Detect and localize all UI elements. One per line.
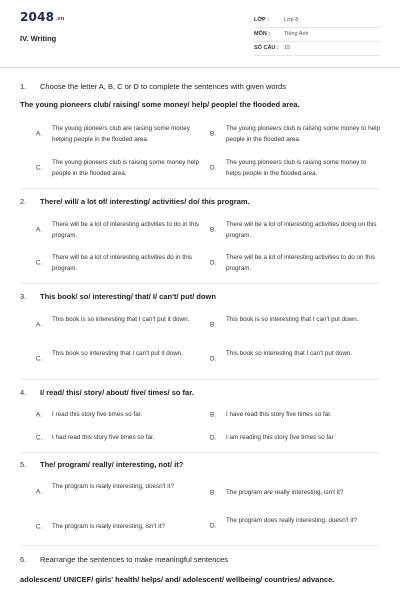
- divider: [20, 379, 380, 380]
- divider: [20, 545, 380, 546]
- meta-key: MÔN :: [254, 31, 271, 37]
- question-number: 2.: [20, 197, 27, 206]
- option-b[interactable]: [210, 487, 390, 498]
- option-text: There will be a lot of interesting activities doing on this program.: [226, 221, 377, 239]
- option-text: This book so interesting that I can't put it down.: [52, 350, 184, 357]
- option-a[interactable]: [36, 314, 216, 336]
- option-letter: C.: [36, 355, 43, 363]
- meta-row-count: [254, 42, 380, 56]
- question-number: 3.: [20, 292, 27, 301]
- meta-value: 15: [284, 45, 291, 51]
- option-text: The young pioneers club is raising some money to helps people in the flooded area.: [226, 159, 367, 177]
- option-text: I had read this story five times so far.: [52, 434, 155, 441]
- option-d[interactable]: [210, 432, 390, 443]
- option-letter: A.: [36, 411, 42, 418]
- question-1-prompt: The young pioneers club/ raising/ some money/ help/ people/ the flooded area.: [20, 100, 300, 109]
- option-letter: C.: [36, 523, 43, 530]
- option-text: This book so interesting that I can't put down.: [226, 350, 353, 357]
- option-d[interactable]: [210, 515, 390, 537]
- question-instruction: Choose the letter A, B, C or D to complete the sentences with given words: [40, 82, 286, 91]
- meta-value: Lớp 8: [284, 17, 299, 23]
- option-letter: B.: [210, 489, 216, 496]
- question-prompt: The/ program/ really/ interesting, not/ it?: [40, 460, 184, 469]
- question-number: 5.: [20, 460, 27, 469]
- question-number: 1.: [20, 82, 27, 91]
- option-c[interactable]: [36, 348, 216, 370]
- option-text: The program are really interesting, isn't it?: [226, 489, 344, 496]
- option-a[interactable]: [36, 219, 216, 241]
- question-prompt: I/ read/ this/ story/ about/ five/ times/ so far.: [40, 388, 194, 397]
- option-letter: B.: [210, 226, 216, 234]
- site-logo[interactable]: [20, 10, 65, 24]
- option-d[interactable]: [210, 157, 390, 179]
- option-letter: D.: [210, 259, 217, 267]
- option-text: The program is really interesting, isn't it?: [52, 523, 165, 530]
- option-b[interactable]: [210, 314, 390, 336]
- meta-value: Tiếng Anh: [284, 31, 309, 37]
- option-letter: C.: [36, 164, 43, 172]
- option-b[interactable]: [210, 219, 390, 241]
- divider: [20, 452, 380, 453]
- question-prompt: There/ will/ a lot of/ interesting/ activities/ do/ this program.: [40, 197, 250, 206]
- option-letter: D.: [210, 355, 217, 363]
- option-text: The program does really interesting, doesn't it?: [226, 517, 358, 524]
- option-text: I have read this story five times so far.: [226, 411, 332, 418]
- worksheet-header: [0, 0, 400, 68]
- option-d[interactable]: [210, 348, 390, 370]
- option-a[interactable]: [36, 123, 216, 145]
- option-a[interactable]: [36, 481, 216, 503]
- section-title: IV. Writing: [20, 34, 57, 43]
- option-letter: A.: [36, 321, 42, 329]
- option-text: There will be a lot of interesting activities to do in this program.: [52, 221, 199, 239]
- option-letter: B.: [210, 321, 216, 329]
- option-letter: D.: [210, 522, 217, 530]
- question-6-prompt: adolescent/ UNICEF/ girls' health/ helps/ and/ adolescent/ wellbeing/ countries/ advance.: [20, 575, 335, 584]
- option-letter: C.: [36, 434, 43, 441]
- logo-text: 2048: [20, 10, 55, 24]
- option-c[interactable]: [36, 432, 216, 443]
- option-d[interactable]: [210, 252, 390, 274]
- option-text: The program is really interesting, doesn't it?: [52, 483, 174, 490]
- meta-row-class: [254, 14, 380, 28]
- option-letter: D.: [210, 164, 217, 172]
- option-c[interactable]: [36, 157, 216, 179]
- option-text: There will be a lot of interesting activities do in this program.: [52, 254, 192, 272]
- meta-row-subject: [254, 28, 380, 42]
- option-text: The young pioneers club is raising some money help people in the flooded area.: [52, 159, 200, 177]
- option-c[interactable]: [36, 521, 216, 532]
- question-prompt: This book/ so/ interesting/ that/ I/ can't/ put/ down: [40, 292, 216, 301]
- option-b[interactable]: [210, 123, 390, 145]
- option-text: The young pioneers club are raising some money helping people in the flooded area.: [52, 125, 190, 143]
- option-letter: C.: [36, 259, 43, 267]
- option-text: This book is so interesting that I can't put it down.: [52, 316, 190, 323]
- option-text: I read this story five times so far.: [52, 411, 143, 418]
- meta-key: LỚP :: [254, 17, 269, 23]
- option-text: This book is so interesting that I can't put down.: [226, 316, 359, 323]
- question-number: 4.: [20, 388, 27, 397]
- divider: [20, 283, 380, 284]
- option-letter: A.: [36, 488, 42, 496]
- question-instruction: Rearrange the sentences to make meaningful sentences: [40, 555, 229, 564]
- option-letter: D.: [210, 434, 217, 441]
- divider: [20, 188, 380, 189]
- logo-tld: .vn: [55, 16, 65, 22]
- option-letter: B.: [210, 411, 216, 418]
- question-number: 6.: [20, 555, 27, 564]
- meta-key: SỐ CÂU :: [254, 45, 279, 51]
- option-text: The young pioneers club is raising some money to help people in the flooded area.: [226, 125, 381, 143]
- option-b[interactable]: [210, 409, 390, 420]
- option-text: I am reading this story five times so far: [226, 434, 334, 441]
- option-letter: A.: [36, 226, 42, 234]
- option-letter: A.: [36, 130, 42, 138]
- option-text: There will be a lot of interesting activities to do on this program.: [226, 254, 376, 272]
- option-a[interactable]: [36, 409, 216, 420]
- option-letter: B.: [210, 130, 216, 138]
- option-c[interactable]: [36, 252, 216, 274]
